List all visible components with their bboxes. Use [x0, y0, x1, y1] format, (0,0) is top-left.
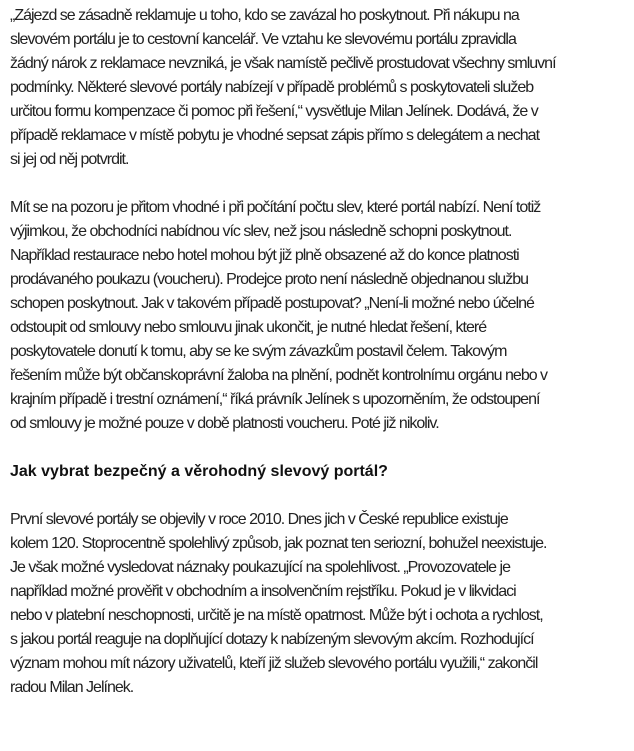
text-line: krajním případě i trestní oznámení,“ říká právník Jelínek s upozorněním, že odstoupení — [10, 391, 540, 408]
text-line: Například restaurace nebo hotel mohou být již plně obsazené až do konce platnosti — [10, 247, 519, 264]
section-heading: Jak vybrat bezpečný a věrohodný slevový portál? — [10, 463, 388, 480]
text-line: podmínky. Některé slevové portály nabízejí v případě problémů s poskytovateli služeb — [10, 79, 534, 96]
paragraph-spacer — [10, 172, 628, 196]
text-line: od smlouvy je možné pouze v době platnosti voucheru. Poté již nikoliv. — [10, 415, 439, 432]
text-line: například možné prověřit v obchodním a insolvenčním rejstříku. Pokud je v likvidaci — [10, 583, 516, 600]
paragraph-complaints — [10, 0, 628, 172]
text-line: schopen poskytnout. Jak v takovém případě postupovat? „Není-li možné nebo účelné — [10, 295, 534, 312]
text-line: radou Milan Jelínek. — [10, 679, 134, 696]
text-line: Mít se na pozoru je přitom vhodné i při počítání počtu slev, které portál nabízí. Není totiž — [10, 199, 541, 216]
paragraph-spacer — [10, 484, 628, 508]
text-line: poskytovatele donutí k tomu, aby se ke svým závazkům postavil čelem. Takovým — [10, 343, 507, 360]
text-line: si jej od něj potvrdit. — [10, 151, 129, 168]
text-line: odstoupit od smlouvy nebo smlouvu jinak ukončit, je nutné hledat řešení, které — [10, 319, 487, 336]
article-body — [10, 0, 628, 700]
text-line: prodávaného poukazu (voucheru). Prodejce proto není následně objednanou službu — [10, 271, 528, 288]
paragraph-choosing-portal — [10, 508, 628, 700]
text-line: výjimkou, že obchodníci nabídnou víc slev, než jsou následně schopni poskytnout. — [10, 223, 512, 240]
text-line: řešením může být občanskoprávní žaloba na plnění, podnět kontrolnímu orgánu nebo v — [10, 367, 548, 384]
paragraph-spacer — [10, 436, 628, 460]
text-line: žádný nárok z reklamace nevzniká, je však namístě pečlivě prostudovat všechny smluvní — [10, 55, 556, 72]
paragraph-voucher-count — [10, 196, 628, 436]
text-line: kolem 120. Stoprocentně spolehlivý způsob, jak poznat ten seriozní, bohužel neexistuje. — [10, 535, 547, 552]
text-line: První slevové portály se objevily v roce 2010. Dnes jich v České republice existuje — [10, 511, 508, 528]
text-line: nebo v platební neschopnosti, určitě je na místě opatrnost. Může být i ochota a rychlost, — [10, 607, 543, 624]
text-line: Je však možné vysledovat náznaky poukazující na spolehlivost. „Provozovatele je — [10, 559, 510, 576]
text-line: význam mohou mít názory uživatelů, kteří již služeb slevového portálu využili,“ zakončil — [10, 655, 538, 672]
text-line: s jakou portál reaguje na doplňující dotazy k nabízeným slevovým akcím. Rozhodující — [10, 631, 534, 648]
text-line: určitou formu kompenzace či pomoc při řešení,“ vysvětluje Milan Jelínek. Dodává, že v — [10, 103, 538, 120]
text-line: „Zájezd se zásadně reklamuje u toho, kdo se zavázal ho poskytnout. Při nákupu na — [10, 7, 519, 24]
text-line: případě reklamace v místě pobytu je vhodné sepsat zápis přímo s delegátem a nechat — [10, 127, 540, 144]
text-line: slevovém portálu je to cestovní kancelář. Ve vztahu ke slevovému portálu zpravidla — [10, 31, 516, 48]
